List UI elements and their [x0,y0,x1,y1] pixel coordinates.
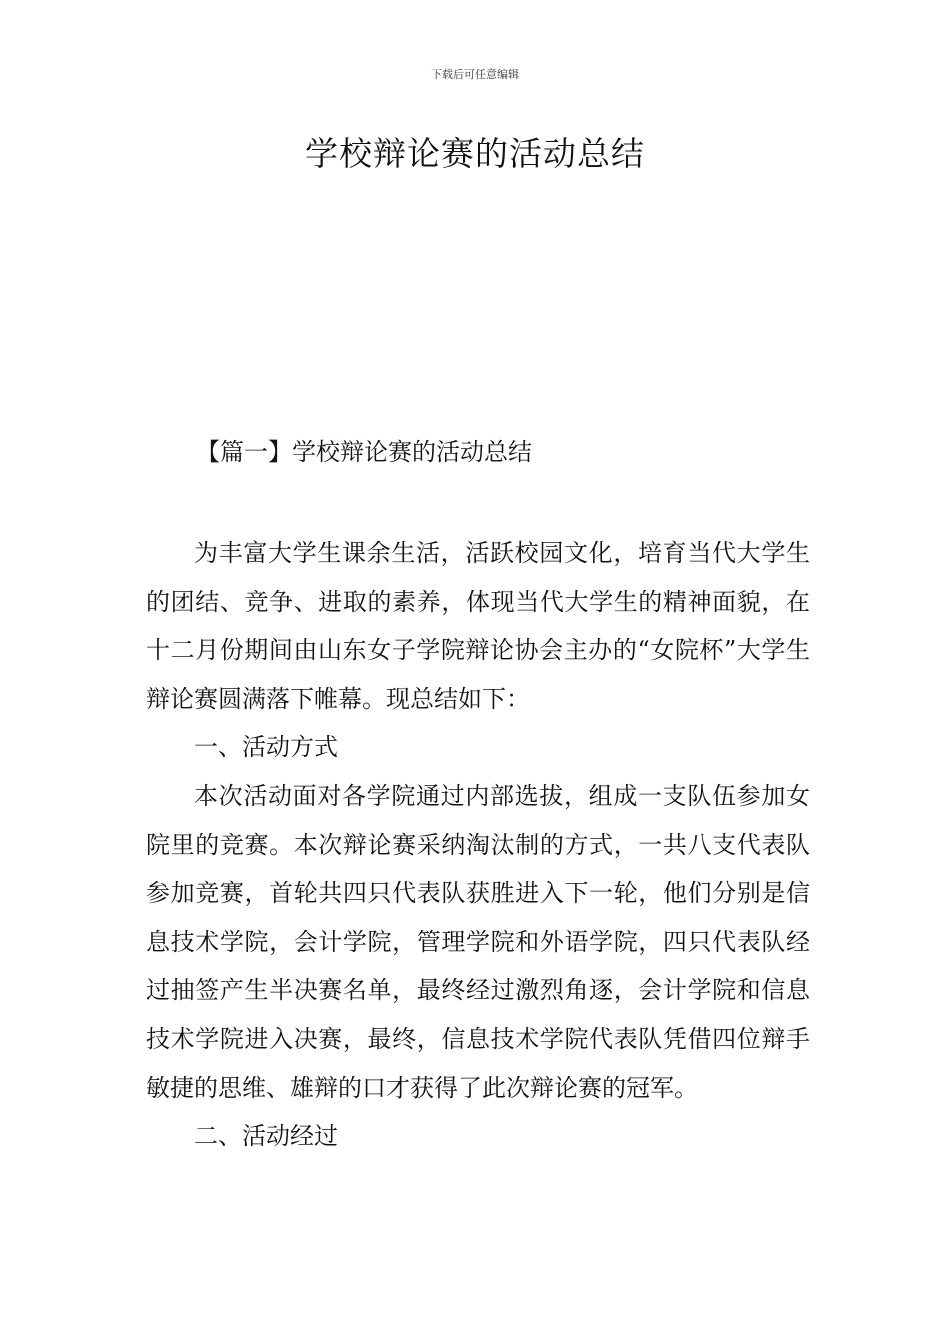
document-body [146,529,810,1161]
subheading-activity-process: 二、活动经过 [194,1122,338,1151]
subheading-activity-method: 一、活动方式 [194,733,338,762]
document-title: 学校辩论赛的活动总结 [305,134,645,173]
header-note: 下载后可任意编辑 [431,68,519,81]
activity-method-paragraph: 本次活动面对各学院通过内部选拔，组成一支队伍参加女院里的竞赛。本次辩论赛采纳淘汰制的方式，一共八支代表队参加竞赛，首轮共四只代表队获胜进入下一轮，他们分别是信息技术学院，会计学院，管理学院和外语学院，四只代表队经过抽签产生半决赛名单，最终经过激烈角逐，会计学院和信息技术学院进入决赛，最终，信息技术学院代表队凭借四位辩手敏捷的思维、雄辩的口才获得了此次辩论赛的冠军。 [146,781,810,1102]
section-heading: 【篇一】学校辩论赛的活动总结 [196,438,532,466]
intro-paragraph: 为丰富大学生课余生活，活跃校园文化，培育当代大学生的团结、竞争、进取的素养，体现当代大学生的精神面貌，在十二月份期间由山东女子学院辩论协会主办的“女院杯”大学生辩论赛圆满落下帷幕。现总结如下： [146,539,810,713]
